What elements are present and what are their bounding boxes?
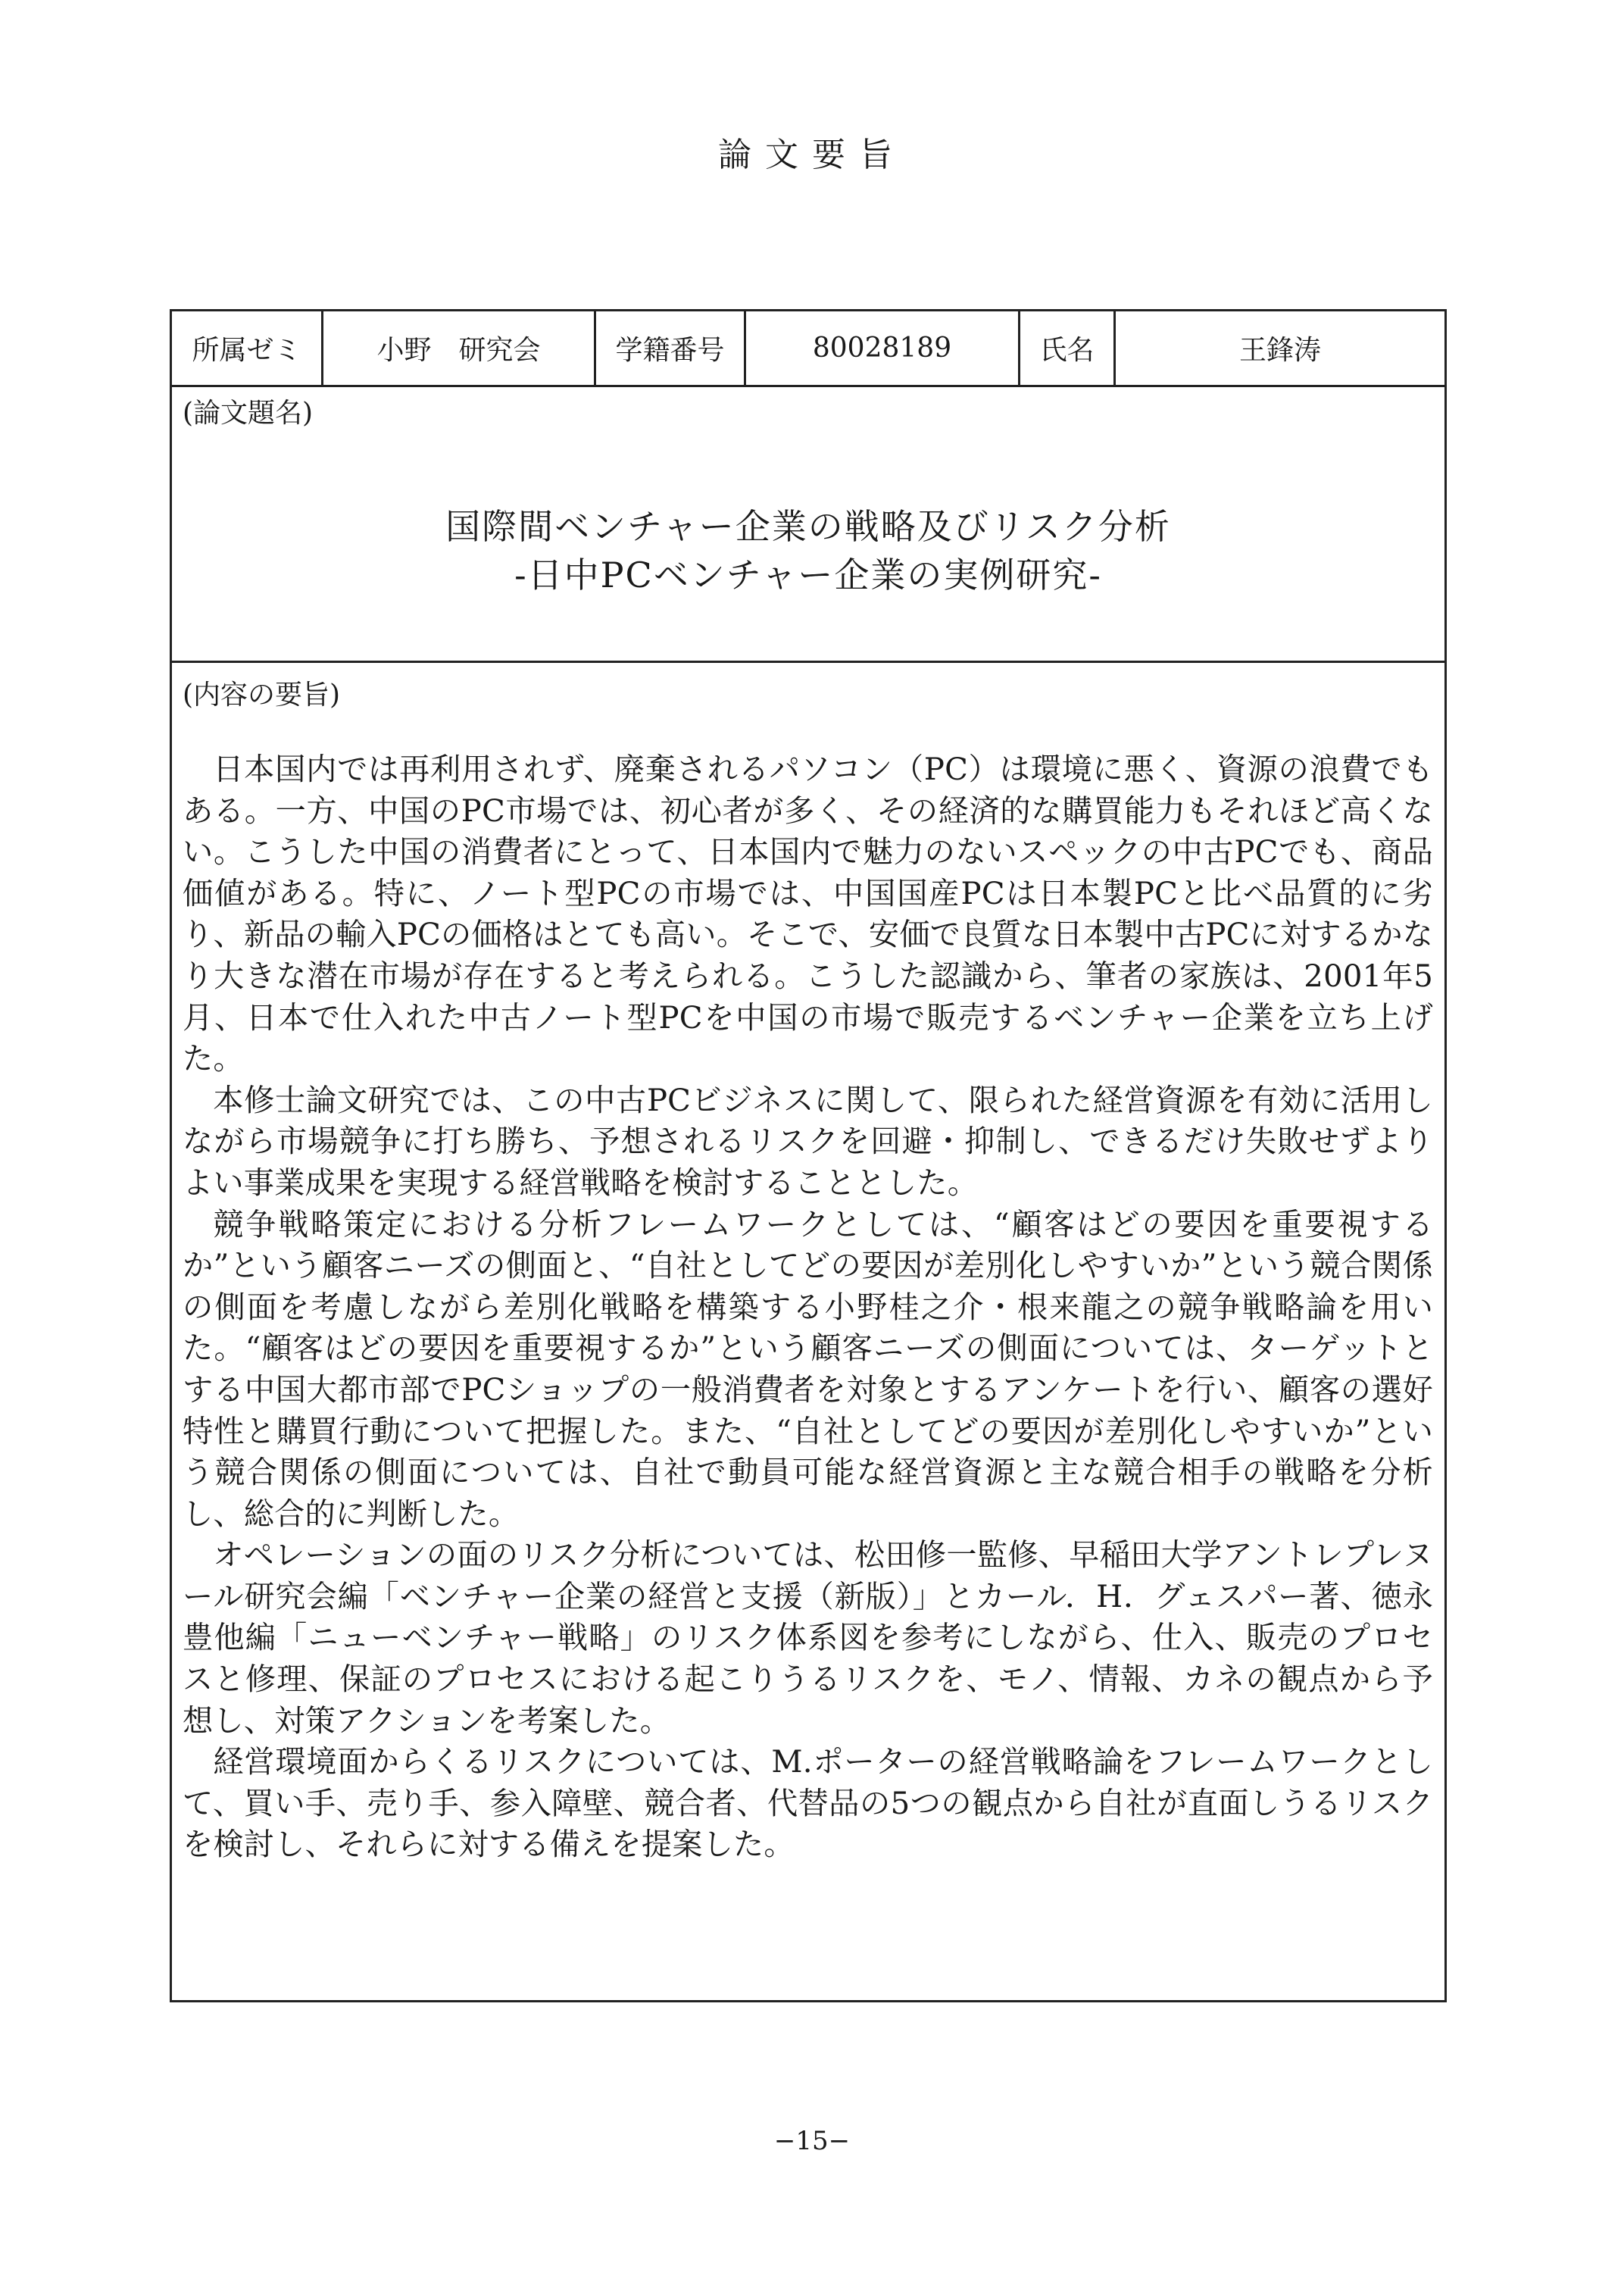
thesis-title-label: (論文題名) <box>183 398 314 429</box>
student-id-label: 学籍番号 <box>596 311 746 385</box>
thesis-title: 国際間ベンチャー企業の戦略及びリスク分析 <box>445 506 1171 547</box>
seminar-value: 小野 研究会 <box>323 311 596 385</box>
summary-paragraph: オペレーションの面のリスク分析については、松田修一監修、早稲田大学アントレプレヌール研究会編「ベンチャー企業の経営と支援（新版）」とカール．H．グェスパー著、徳永豊他編「ニューベンチャー戦略」のリスク体系図を参考にしながら、仕入、販売のプロセスと修理、保証のプロセスにおける起こりうるリスクを、モノ、情報、カネの観点から予想し、対策アクションを考案した。 <box>183 1538 1433 1739</box>
name-label: 氏名 <box>1020 311 1116 385</box>
student-id-value: 80028189 <box>746 311 1020 385</box>
content-summary-section <box>172 663 1444 2000</box>
summary-paragraph: 本修士論文研究では、この中古PCビジネスに関して、限られた経営資源を有効に活用しながら市場競争に打ち勝ち、予想されるリスクを回避・抑制し、できるだけ失敗せずよりよい事業成果を実現する経営戦略を検討することとした。 <box>183 1083 1433 1201</box>
summary-paragraph: 競争戦略策定における分析フレームワークとしては、“顧客はどの要因を重要視するか”という顧客ニーズの側面と、“自社としてどの要因が差別化しやすいか”という競合関係の側面を考慮しながら差別化戦略を構築する小野桂之介・根来龍之の競争戦略論を用いた。“顧客はどの要因を重要視するか”という顧客ニーズの側面については、ターゲットとする中国大都市部でPCショップの一般消費者を対象とするアンケートを行い、顧客の選好特性と購買行動について把握した。また、“自社としてどの要因が差別化しやすいか”という競合関係の側面については、自社で動員可能な経営資源と主な競合相手の戦略を分析し、総合的に判断した。 <box>183 1207 1433 1532</box>
name-value: 王鋒涛 <box>1238 335 1321 366</box>
thesis-title-section <box>172 387 1444 663</box>
summary-paragraph: 経営環境面からくるリスクについては、M.ポーターの経営戦略論をフレームワークとして、買い手、売り手、参入障壁、競合者、代替品の5つの観点から自社が直面しうるリスクを検討し、それらに対する備えを提案した。 <box>183 1745 1433 1863</box>
seminar-label: 所属ゼミ <box>172 311 323 385</box>
content-summary-body <box>183 749 1433 1866</box>
summary-paragraph: 日本国内では再利用されず、廃棄されるパソコン（PC）は環境に悪く、資源の浪費でもある。一方、中国のPC市場では、初心者が多く、その経済的な購買能力もそれほど高くない。こうした中国の消費者にとって、日本国内で魅力のないスペックの中古PCでも、商品価値がある。特に、ノート型PCの市場では、中国国産PCは日本製PCと比べ品質的に劣り、新品の輸入PCの価格はとても高い。そこで、安価で良質な日本製中古PCに対するかなり大きな潜在市場が存在すると考えられる。こうした認識から、筆者の家族は、2001年5月、日本で仕入れた中古ノート型PCを中国の市場で販売するベンチャー企業を立ち上げた。 <box>183 752 1433 1077</box>
abstract-form <box>170 309 1447 2002</box>
content-summary-label: (内容の要旨) <box>183 680 341 711</box>
thesis-subtitle: -日中PCベンチャー企業の実例研究- <box>514 555 1102 595</box>
info-row <box>172 311 1444 387</box>
page-heading: 論文要旨 <box>718 136 906 174</box>
page-number: −15− <box>773 2126 851 2156</box>
